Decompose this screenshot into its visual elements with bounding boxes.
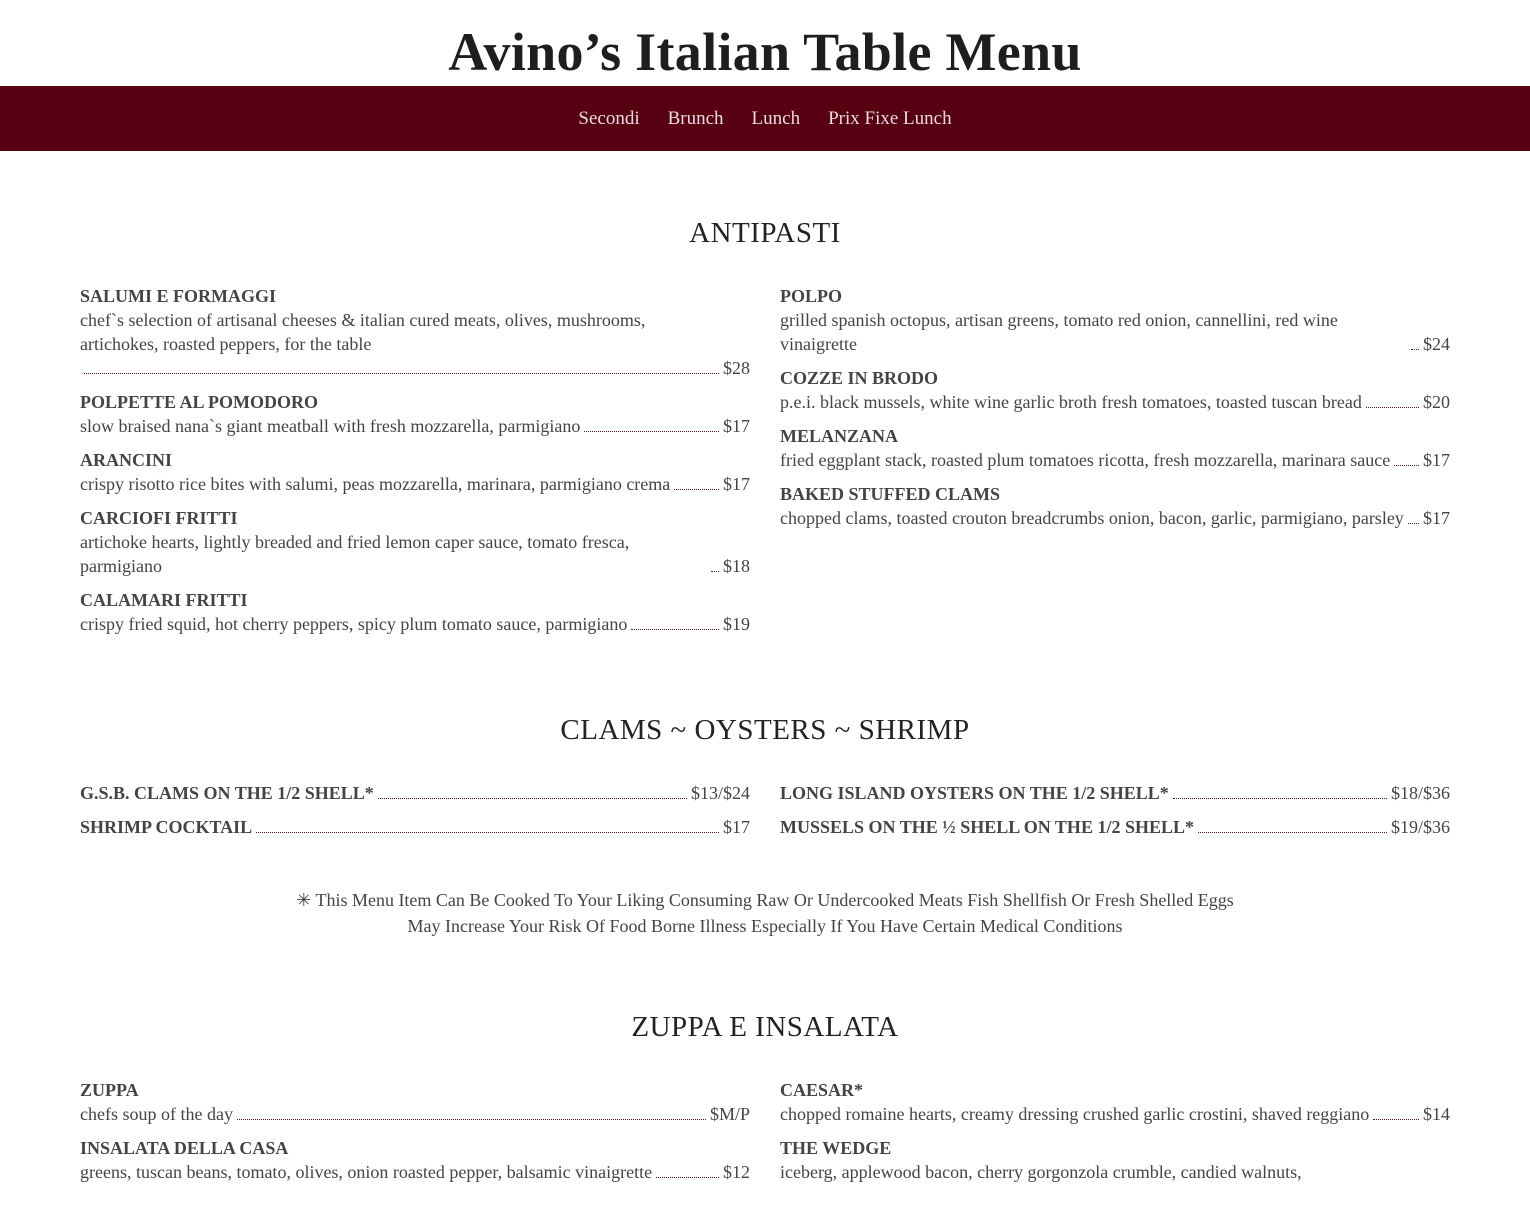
leader-dots <box>1394 465 1419 466</box>
leader-dots <box>656 1177 719 1178</box>
clams-grid <box>80 781 1450 849</box>
zuppa-right-column <box>780 1078 1450 1194</box>
menu-item <box>80 448 750 496</box>
item-name: POLPO <box>780 286 842 306</box>
item-price: $17 <box>1423 508 1450 528</box>
item-description-row <box>780 1102 1450 1126</box>
menu-item <box>780 284 1450 356</box>
nav-item-prix-fixe-lunch[interactable]: Prix Fixe Lunch <box>828 107 952 129</box>
leader-dots <box>584 431 719 432</box>
nav-item-lunch[interactable]: Lunch <box>751 107 801 129</box>
menu-item <box>780 1078 1450 1126</box>
item-name: LONG ISLAND OYSTERS ON THE 1/2 SHELL* <box>780 783 1169 803</box>
zuppa-left-column <box>80 1078 750 1194</box>
menu-item <box>80 390 750 438</box>
menu-item <box>780 1136 1450 1184</box>
menu-item <box>780 424 1450 472</box>
item-description-row <box>80 530 750 578</box>
item-name: SHRIMP COCKTAIL <box>80 817 253 837</box>
item-name: MELANZANA <box>780 426 899 446</box>
item-name: THE WEDGE <box>780 1138 892 1158</box>
item-description-row <box>780 390 1450 414</box>
item-description-row <box>80 308 750 356</box>
item-name: INSALATA DELLA CASA <box>80 1138 289 1158</box>
menu-item <box>80 781 750 805</box>
item-description-row <box>80 1102 750 1126</box>
item-description: fried eggplant stack, roasted plum tomatoes ricotta, fresh mozzarella, marinara sauce <box>780 450 1391 470</box>
page-title: Avino’s Italian Table Menu <box>448 22 1082 82</box>
item-price: $13/$24 <box>690 783 750 803</box>
antipasti-right-column <box>780 284 1450 646</box>
item-name: CALAMARI FRITTI <box>80 590 248 610</box>
item-description-row <box>80 472 750 496</box>
menu-item <box>80 1078 750 1126</box>
menu-item <box>780 366 1450 414</box>
menu-item <box>780 815 1450 839</box>
item-price: $17 <box>723 416 750 436</box>
raw-food-disclaimer <box>80 887 1450 939</box>
leader-dots <box>1366 407 1419 408</box>
menu-item <box>80 1136 750 1184</box>
leader-dots <box>631 629 719 630</box>
item-description-row <box>80 612 750 636</box>
item-name: POLPETTE AL POMODORO <box>80 392 319 412</box>
item-description-row <box>780 448 1450 472</box>
item-name: COZZE IN BRODO <box>780 368 939 388</box>
item-name: BAKED STUFFED CLAMS <box>780 484 1001 504</box>
section-title-zuppa-e-insalata: ZUPPA E INSALATA <box>631 1011 899 1043</box>
item-description: artichoke hearts, lightly breaded and fried lemon caper sauce, tomato fresca, parmigiano <box>80 532 630 576</box>
item-name: CARCIOFI FRITTI <box>80 508 238 528</box>
item-price-row <box>80 356 750 380</box>
menu-item <box>80 506 750 578</box>
item-name: ARANCINI <box>80 450 173 470</box>
menu-content <box>0 217 1530 1194</box>
item-name: ZUPPA <box>80 1080 139 1100</box>
item-price: $14 <box>1423 1104 1450 1124</box>
section-title-clams-oysters-shrimp: CLAMS ~ OYSTERS ~ SHRIMP <box>560 714 970 746</box>
clams-left-column <box>80 781 750 849</box>
item-price: $20 <box>1423 392 1450 412</box>
menu-item <box>80 284 750 380</box>
section-title-antipasti: ANTIPASTI <box>689 217 841 249</box>
leader-dots <box>237 1119 706 1120</box>
item-price: $18 <box>723 556 750 576</box>
item-description: chef`s selection of artisanal cheeses & italian cured meats, olives, mushrooms, artichokes, roasted peppers, for the table <box>80 310 646 354</box>
item-price: $18/$36 <box>1390 783 1450 803</box>
item-price: $17 <box>723 474 750 494</box>
antipasti-grid <box>80 284 1450 646</box>
item-price: $19/$36 <box>1390 817 1450 837</box>
item-description-row <box>780 506 1450 530</box>
item-description: greens, tuscan beans, tomato, olives, onion roasted pepper, balsamic vinaigrette <box>80 1162 653 1182</box>
leader-dots <box>711 571 719 572</box>
item-price: $24 <box>1423 334 1450 354</box>
menu-item <box>780 781 1450 805</box>
leader-dots <box>1173 798 1387 799</box>
item-description: chopped clams, toasted crouton breadcrumbs onion, bacon, garlic, parmigiano, parsley <box>780 508 1404 528</box>
menu-item <box>780 482 1450 530</box>
disclaimer-line-2: May Increase Your Risk Of Food Borne Illness Especially If You Have Certain Medical Conditions <box>407 916 1123 936</box>
antipasti-left-column <box>80 284 750 646</box>
item-description: crispy risotto rice bites with salumi, peas mozzarella, marinara, parmigiano crema <box>80 474 671 494</box>
menu-item <box>80 588 750 636</box>
item-description: chopped romaine hearts, creamy dressing crushed garlic crostini, shaved reggiano <box>780 1104 1370 1124</box>
item-name: CAESAR* <box>780 1080 864 1100</box>
item-description: chefs soup of the day <box>80 1104 233 1124</box>
menu-item <box>80 815 750 839</box>
item-name: G.S.B. CLAMS ON THE 1/2 SHELL* <box>80 783 374 803</box>
leader-dots <box>1411 349 1419 350</box>
item-price: $17 <box>723 817 750 837</box>
item-price: $28 <box>723 358 750 378</box>
item-price: $M/P <box>709 1104 750 1124</box>
leader-dots <box>256 832 719 833</box>
zuppa-grid <box>80 1078 1450 1194</box>
nav-item-secondi[interactable]: Secondi <box>578 107 640 129</box>
item-description-row <box>780 1160 1450 1184</box>
leader-dots <box>1373 1119 1419 1120</box>
leader-dots <box>84 373 719 374</box>
clams-right-column <box>780 781 1450 849</box>
item-description: p.e.i. black mussels, white wine garlic broth fresh tomatoes, toasted tuscan bread <box>780 392 1362 412</box>
item-price: $19 <box>723 614 750 634</box>
leader-dots <box>674 489 719 490</box>
main-nav <box>0 86 1530 151</box>
item-description-row <box>80 414 750 438</box>
item-description: slow braised nana`s giant meatball with fresh mozzarella, parmigiano <box>80 416 581 436</box>
item-description: crispy fried squid, hot cherry peppers, spicy plum tomato sauce, parmigiano <box>80 614 628 634</box>
item-name: SALUMI E FORMAGGI <box>80 286 277 306</box>
item-description-row <box>780 308 1450 356</box>
item-price: $12 <box>723 1162 750 1182</box>
item-description-row <box>80 1160 750 1184</box>
item-price: $17 <box>1423 450 1450 470</box>
item-name: MUSSELS ON THE ½ SHELL ON THE 1/2 SHELL* <box>780 817 1194 837</box>
item-description: grilled spanish octopus, artisan greens, tomato red onion, cannellini, red wine vinaigrette <box>780 310 1338 354</box>
leader-dots <box>1198 832 1387 833</box>
leader-dots <box>378 798 687 799</box>
disclaimer-line-1: ✳ This Menu Item Can Be Cooked To Your Liking Consuming Raw Or Undercooked Meats Fish Shellfish Or Fresh Shelled Eggs <box>296 890 1234 910</box>
leader-dots <box>1408 523 1419 524</box>
item-description: iceberg, applewood bacon, cherry gorgonzola crumble, candied walnuts, <box>780 1162 1302 1182</box>
nav-item-brunch[interactable]: Brunch <box>667 107 724 129</box>
